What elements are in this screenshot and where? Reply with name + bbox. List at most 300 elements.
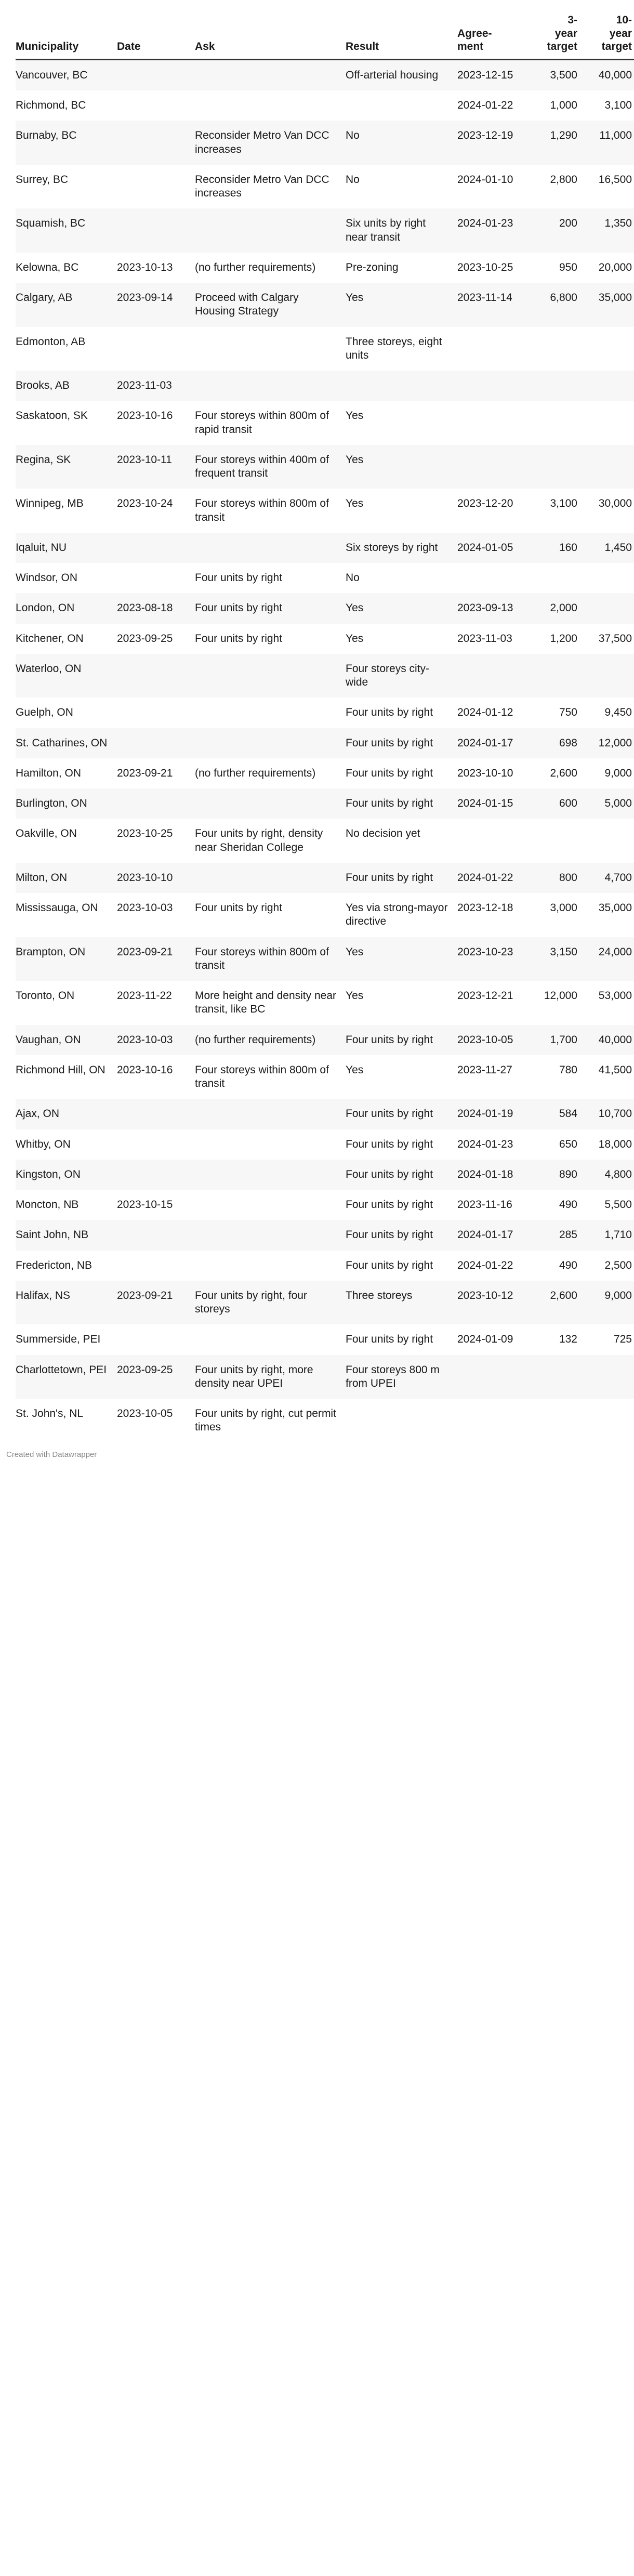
cell-municipality: Brooks, AB [16, 371, 117, 401]
cell-ask: Four units by right [195, 593, 346, 623]
cell-target3: 1,200 [530, 624, 579, 654]
cell-date: 2023-10-05 [117, 1399, 195, 1443]
cell-date: 2023-09-25 [117, 624, 195, 654]
table-row [16, 1251, 634, 1281]
cell-date [117, 1324, 195, 1355]
table-row [16, 1025, 634, 1055]
cell-municipality: St. Catharines, ON [16, 728, 117, 758]
cell-ask [195, 654, 346, 698]
cell-target10: 35,000 [579, 893, 634, 937]
table-row [16, 1355, 634, 1399]
cell-target10 [579, 371, 634, 401]
cell-target10: 30,000 [579, 489, 634, 533]
cell-ask [195, 1190, 346, 1220]
cell-target3: 650 [530, 1129, 579, 1160]
cell-municipality: Moncton, NB [16, 1190, 117, 1220]
cell-target3 [530, 445, 579, 489]
cell-result: Four storeys 800 m from UPEI [346, 1355, 457, 1399]
cell-municipality: London, ON [16, 593, 117, 623]
cell-result: No [346, 121, 457, 165]
cell-target3: 800 [530, 863, 579, 893]
cell-ask: Four storeys within 800m of transit [195, 1055, 346, 1099]
cell-result: Six units by right near transit [346, 208, 457, 253]
cell-municipality: Summerside, PEI [16, 1324, 117, 1355]
cell-agreement [457, 401, 530, 445]
cell-ask [195, 1251, 346, 1281]
cell-municipality: Calgary, AB [16, 283, 117, 327]
table-row [16, 728, 634, 758]
table-row [16, 863, 634, 893]
cell-target3: 2,000 [530, 593, 579, 623]
cell-date: 2023-10-25 [117, 819, 195, 863]
cell-target10: 725 [579, 1324, 634, 1355]
cell-agreement: 2023-09-13 [457, 593, 530, 623]
cell-municipality: Kitchener, ON [16, 624, 117, 654]
cell-result: Yes [346, 401, 457, 445]
table-row [16, 327, 634, 371]
cell-date [117, 1160, 195, 1190]
cell-municipality: Vaughan, ON [16, 1025, 117, 1055]
cell-target10: 1,450 [579, 533, 634, 563]
cell-target3: 890 [530, 1160, 579, 1190]
cell-target3: 160 [530, 533, 579, 563]
cell-municipality: Saskatoon, SK [16, 401, 117, 445]
table-row [16, 59, 634, 90]
cell-result: Four units by right [346, 1099, 457, 1129]
cell-municipality: Milton, ON [16, 863, 117, 893]
cell-date [117, 1220, 195, 1250]
cell-ask: Reconsider Metro Van DCC increases [195, 121, 346, 165]
cell-agreement: 2024-01-19 [457, 1099, 530, 1129]
cell-result: Pre-zoning [346, 253, 457, 283]
table-row [16, 654, 634, 698]
cell-target10: 9,000 [579, 758, 634, 788]
cell-municipality: Surrey, BC [16, 165, 117, 209]
cell-ask [195, 1324, 346, 1355]
cell-municipality: Richmond Hill, ON [16, 1055, 117, 1099]
table-row [16, 788, 634, 819]
cell-ask [195, 208, 346, 253]
cell-target10: 35,000 [579, 283, 634, 327]
column-header-ask: Ask [195, 14, 346, 59]
table-header [16, 14, 634, 59]
cell-agreement: 2024-01-23 [457, 1129, 530, 1160]
cell-date [117, 327, 195, 371]
cell-ask: (no further requirements) [195, 1025, 346, 1055]
cell-municipality: Brampton, ON [16, 937, 117, 981]
cell-date [117, 1099, 195, 1129]
cell-target3 [530, 371, 579, 401]
cell-target3: 3,150 [530, 937, 579, 981]
cell-target3: 584 [530, 1099, 579, 1129]
cell-agreement [457, 654, 530, 698]
cell-result: Three storeys [346, 1281, 457, 1325]
table-row [16, 1220, 634, 1250]
table-row [16, 981, 634, 1025]
cell-date [117, 728, 195, 758]
cell-target3: 3,000 [530, 893, 579, 937]
header-row [16, 14, 634, 59]
cell-target10 [579, 327, 634, 371]
cell-date [117, 208, 195, 253]
table-row [16, 1324, 634, 1355]
cell-target10 [579, 593, 634, 623]
table-row [16, 1099, 634, 1129]
cell-ask: Four units by right, cut permit times [195, 1399, 346, 1443]
cell-agreement: 2024-01-18 [457, 1160, 530, 1190]
cell-municipality: Waterloo, ON [16, 654, 117, 698]
cell-date: 2023-11-03 [117, 371, 195, 401]
cell-result: Four units by right [346, 1220, 457, 1250]
cell-agreement [457, 563, 530, 593]
cell-result: Four units by right [346, 728, 457, 758]
cell-municipality: Guelph, ON [16, 698, 117, 728]
cell-target3: 285 [530, 1220, 579, 1250]
cell-result: Yes [346, 624, 457, 654]
cell-date [117, 165, 195, 209]
cell-date: 2023-08-18 [117, 593, 195, 623]
cell-agreement: 2024-01-09 [457, 1324, 530, 1355]
cell-ask: Four units by right, more density near UPEI [195, 1355, 346, 1399]
cell-municipality: Ajax, ON [16, 1099, 117, 1129]
cell-target10 [579, 563, 634, 593]
cell-ask: Four storeys within 800m of rapid transit [195, 401, 346, 445]
cell-target10 [579, 401, 634, 445]
cell-target3: 1,290 [530, 121, 579, 165]
cell-ask [195, 698, 346, 728]
cell-agreement: 2023-10-05 [457, 1025, 530, 1055]
cell-result [346, 90, 457, 121]
table-row [16, 893, 634, 937]
cell-agreement: 2024-01-15 [457, 788, 530, 819]
cell-agreement: 2024-01-17 [457, 728, 530, 758]
cell-ask: Proceed with Calgary Housing Strategy [195, 283, 346, 327]
cell-municipality: Fredericton, NB [16, 1251, 117, 1281]
cell-target3: 950 [530, 253, 579, 283]
cell-agreement: 2023-11-14 [457, 283, 530, 327]
cell-date: 2023-11-22 [117, 981, 195, 1025]
table-row [16, 937, 634, 981]
cell-agreement [457, 445, 530, 489]
cell-target10 [579, 1399, 634, 1443]
cell-agreement [457, 1399, 530, 1443]
cell-ask [195, 59, 346, 90]
cell-result: Yes [346, 489, 457, 533]
table-row [16, 371, 634, 401]
cell-municipality: Windsor, ON [16, 563, 117, 593]
table-row [16, 1160, 634, 1190]
column-header-date: Date [117, 14, 195, 59]
cell-agreement: 2024-01-17 [457, 1220, 530, 1250]
chart-credit: Created with Datawrapper [6, 1450, 97, 1459]
cell-agreement: 2023-12-18 [457, 893, 530, 937]
cell-result: Four units by right [346, 758, 457, 788]
table-row [16, 624, 634, 654]
table-row [16, 698, 634, 728]
table-row [16, 401, 634, 445]
cell-target3: 2,600 [530, 758, 579, 788]
cell-municipality: Iqaluit, NU [16, 533, 117, 563]
cell-target10: 37,500 [579, 624, 634, 654]
cell-target10: 3,100 [579, 90, 634, 121]
cell-agreement: 2023-11-03 [457, 624, 530, 654]
table-row [16, 533, 634, 563]
cell-result: Four units by right [346, 1251, 457, 1281]
cell-target10: 4,800 [579, 1160, 634, 1190]
cell-result: Yes [346, 1055, 457, 1099]
cell-target3 [530, 563, 579, 593]
cell-target10: 5,000 [579, 788, 634, 819]
cell-target3: 3,500 [530, 59, 579, 90]
cell-target10: 16,500 [579, 165, 634, 209]
cell-ask: More height and density near transit, like BC [195, 981, 346, 1025]
cell-date: 2023-10-11 [117, 445, 195, 489]
cell-ask: Four units by right [195, 893, 346, 937]
column-header-municipality: Municipality [16, 14, 117, 59]
table-body [16, 59, 634, 1442]
cell-ask: Four units by right [195, 563, 346, 593]
cell-target10: 18,000 [579, 1129, 634, 1160]
cell-target10: 4,700 [579, 863, 634, 893]
cell-municipality: Mississauga, ON [16, 893, 117, 937]
cell-ask [195, 327, 346, 371]
cell-municipality: Winnipeg, MB [16, 489, 117, 533]
cell-result: Yes [346, 593, 457, 623]
cell-target3: 1,700 [530, 1025, 579, 1055]
cell-ask [195, 1220, 346, 1250]
cell-municipality: Vancouver, BC [16, 59, 117, 90]
cell-target10: 1,710 [579, 1220, 634, 1250]
cell-agreement: 2023-12-20 [457, 489, 530, 533]
cell-target3: 490 [530, 1251, 579, 1281]
table-row [16, 1129, 634, 1160]
table-row [16, 90, 634, 121]
cell-result: Yes [346, 445, 457, 489]
cell-target3: 2,600 [530, 1281, 579, 1325]
cell-target10: 9,450 [579, 698, 634, 728]
cell-ask [195, 788, 346, 819]
cell-ask: Four storeys within 800m of transit [195, 937, 346, 981]
cell-target3: 12,000 [530, 981, 579, 1025]
cell-municipality: Saint John, NB [16, 1220, 117, 1250]
cell-agreement: 2023-12-15 [457, 59, 530, 90]
cell-agreement: 2023-10-12 [457, 1281, 530, 1325]
cell-ask [195, 1129, 346, 1160]
cell-target3: 3,100 [530, 489, 579, 533]
cell-ask [195, 1099, 346, 1129]
table-row [16, 819, 634, 863]
cell-ask [195, 533, 346, 563]
cell-date: 2023-10-16 [117, 1055, 195, 1099]
cell-ask [195, 371, 346, 401]
cell-target10: 20,000 [579, 253, 634, 283]
cell-agreement: 2024-01-22 [457, 90, 530, 121]
cell-result [346, 1399, 457, 1443]
cell-agreement: 2024-01-22 [457, 863, 530, 893]
cell-municipality: Regina, SK [16, 445, 117, 489]
cell-date [117, 90, 195, 121]
cell-result: Four units by right [346, 788, 457, 819]
cell-municipality: Kingston, ON [16, 1160, 117, 1190]
cell-target10: 12,000 [579, 728, 634, 758]
cell-agreement: 2024-01-12 [457, 698, 530, 728]
cell-target3 [530, 401, 579, 445]
cell-target3: 6,800 [530, 283, 579, 327]
cell-target3 [530, 819, 579, 863]
cell-ask: (no further requirements) [195, 253, 346, 283]
cell-target3: 698 [530, 728, 579, 758]
cell-target10: 53,000 [579, 981, 634, 1025]
cell-result: Yes [346, 937, 457, 981]
table-row [16, 165, 634, 209]
cell-ask: Four storeys within 400m of frequent transit [195, 445, 346, 489]
cell-target10: 5,500 [579, 1190, 634, 1220]
cell-target3: 600 [530, 788, 579, 819]
cell-agreement: 2024-01-22 [457, 1251, 530, 1281]
cell-result: Six storeys by right [346, 533, 457, 563]
cell-target10: 2,500 [579, 1251, 634, 1281]
cell-municipality: Edmonton, AB [16, 327, 117, 371]
cell-result: Yes [346, 981, 457, 1025]
cell-municipality: Richmond, BC [16, 90, 117, 121]
cell-date [117, 121, 195, 165]
column-header-target10: 10- year target [579, 14, 634, 59]
cell-result: No decision yet [346, 819, 457, 863]
cell-date: 2023-09-21 [117, 937, 195, 981]
cell-target10: 40,000 [579, 1025, 634, 1055]
cell-date [117, 563, 195, 593]
cell-agreement: 2023-11-16 [457, 1190, 530, 1220]
cell-target3 [530, 1399, 579, 1443]
cell-result: Three storeys, eight units [346, 327, 457, 371]
column-header-result: Result [346, 14, 457, 59]
cell-municipality: Squamish, BC [16, 208, 117, 253]
cell-date [117, 1251, 195, 1281]
cell-target3 [530, 327, 579, 371]
cell-agreement: 2023-10-25 [457, 253, 530, 283]
cell-date: 2023-10-24 [117, 489, 195, 533]
table-row [16, 758, 634, 788]
cell-result: Four units by right [346, 1160, 457, 1190]
table-container [0, 14, 634, 1466]
cell-target10: 1,350 [579, 208, 634, 253]
table-row [16, 1281, 634, 1325]
table-row [16, 283, 634, 327]
cell-result: Off-arterial housing [346, 59, 457, 90]
table-row [16, 593, 634, 623]
cell-ask [195, 90, 346, 121]
cell-agreement [457, 1355, 530, 1399]
cell-date: 2023-10-03 [117, 893, 195, 937]
cell-municipality: Charlottetown, PEI [16, 1355, 117, 1399]
cell-date [117, 1129, 195, 1160]
cell-municipality: Burlington, ON [16, 788, 117, 819]
cell-agreement: 2023-12-19 [457, 121, 530, 165]
cell-target10 [579, 654, 634, 698]
cell-target3: 750 [530, 698, 579, 728]
table-row [16, 445, 634, 489]
cell-agreement: 2024-01-23 [457, 208, 530, 253]
cell-target10 [579, 445, 634, 489]
cell-date: 2023-09-14 [117, 283, 195, 327]
cell-agreement [457, 327, 530, 371]
cell-result: Yes via strong-mayor directive [346, 893, 457, 937]
cell-ask: Reconsider Metro Van DCC increases [195, 165, 346, 209]
cell-result: Four units by right [346, 1025, 457, 1055]
cell-date [117, 698, 195, 728]
cell-target10: 40,000 [579, 59, 634, 90]
cell-date [117, 533, 195, 563]
cell-target3: 490 [530, 1190, 579, 1220]
cell-agreement: 2023-12-21 [457, 981, 530, 1025]
housing-accelerator-table [16, 14, 634, 1443]
table-row [16, 121, 634, 165]
cell-agreement: 2023-11-27 [457, 1055, 530, 1099]
cell-date: 2023-10-15 [117, 1190, 195, 1220]
cell-target3: 1,000 [530, 90, 579, 121]
cell-date [117, 654, 195, 698]
cell-target10 [579, 1355, 634, 1399]
cell-municipality: Burnaby, BC [16, 121, 117, 165]
table-row [16, 1190, 634, 1220]
cell-target3: 780 [530, 1055, 579, 1099]
column-header-target3: 3- year target [530, 14, 579, 59]
table-row [16, 489, 634, 533]
cell-municipality: Halifax, NS [16, 1281, 117, 1325]
cell-result [346, 371, 457, 401]
cell-result: No [346, 165, 457, 209]
cell-date: 2023-09-21 [117, 758, 195, 788]
cell-ask: Four units by right, density near Sheridan College [195, 819, 346, 863]
table-row [16, 563, 634, 593]
cell-municipality: Whitby, ON [16, 1129, 117, 1160]
cell-target10: 9,000 [579, 1281, 634, 1325]
cell-result: Four units by right [346, 863, 457, 893]
cell-target10: 11,000 [579, 121, 634, 165]
cell-result: Four units by right [346, 1324, 457, 1355]
cell-ask: (no further requirements) [195, 758, 346, 788]
cell-municipality: Kelowna, BC [16, 253, 117, 283]
cell-date: 2023-09-21 [117, 1281, 195, 1325]
cell-ask: Four units by right, four storeys [195, 1281, 346, 1325]
cell-municipality: Hamilton, ON [16, 758, 117, 788]
cell-municipality: St. John's, NL [16, 1399, 117, 1443]
cell-result: Four units by right [346, 1129, 457, 1160]
cell-target3: 132 [530, 1324, 579, 1355]
cell-ask [195, 1160, 346, 1190]
cell-target3: 200 [530, 208, 579, 253]
cell-target10 [579, 819, 634, 863]
column-header-agreement: Agree- ment [457, 14, 530, 59]
cell-ask: Four units by right [195, 624, 346, 654]
cell-ask [195, 863, 346, 893]
cell-agreement: 2023-10-23 [457, 937, 530, 981]
cell-agreement [457, 819, 530, 863]
cell-result: Four units by right [346, 698, 457, 728]
cell-date [117, 59, 195, 90]
table-row [16, 253, 634, 283]
cell-ask: Four storeys within 800m of transit [195, 489, 346, 533]
table-row [16, 208, 634, 253]
cell-target3 [530, 654, 579, 698]
cell-municipality: Oakville, ON [16, 819, 117, 863]
cell-agreement: 2024-01-05 [457, 533, 530, 563]
cell-date: 2023-10-03 [117, 1025, 195, 1055]
table-row [16, 1055, 634, 1099]
cell-result: No [346, 563, 457, 593]
cell-target3 [530, 1355, 579, 1399]
cell-result: Four units by right [346, 1190, 457, 1220]
